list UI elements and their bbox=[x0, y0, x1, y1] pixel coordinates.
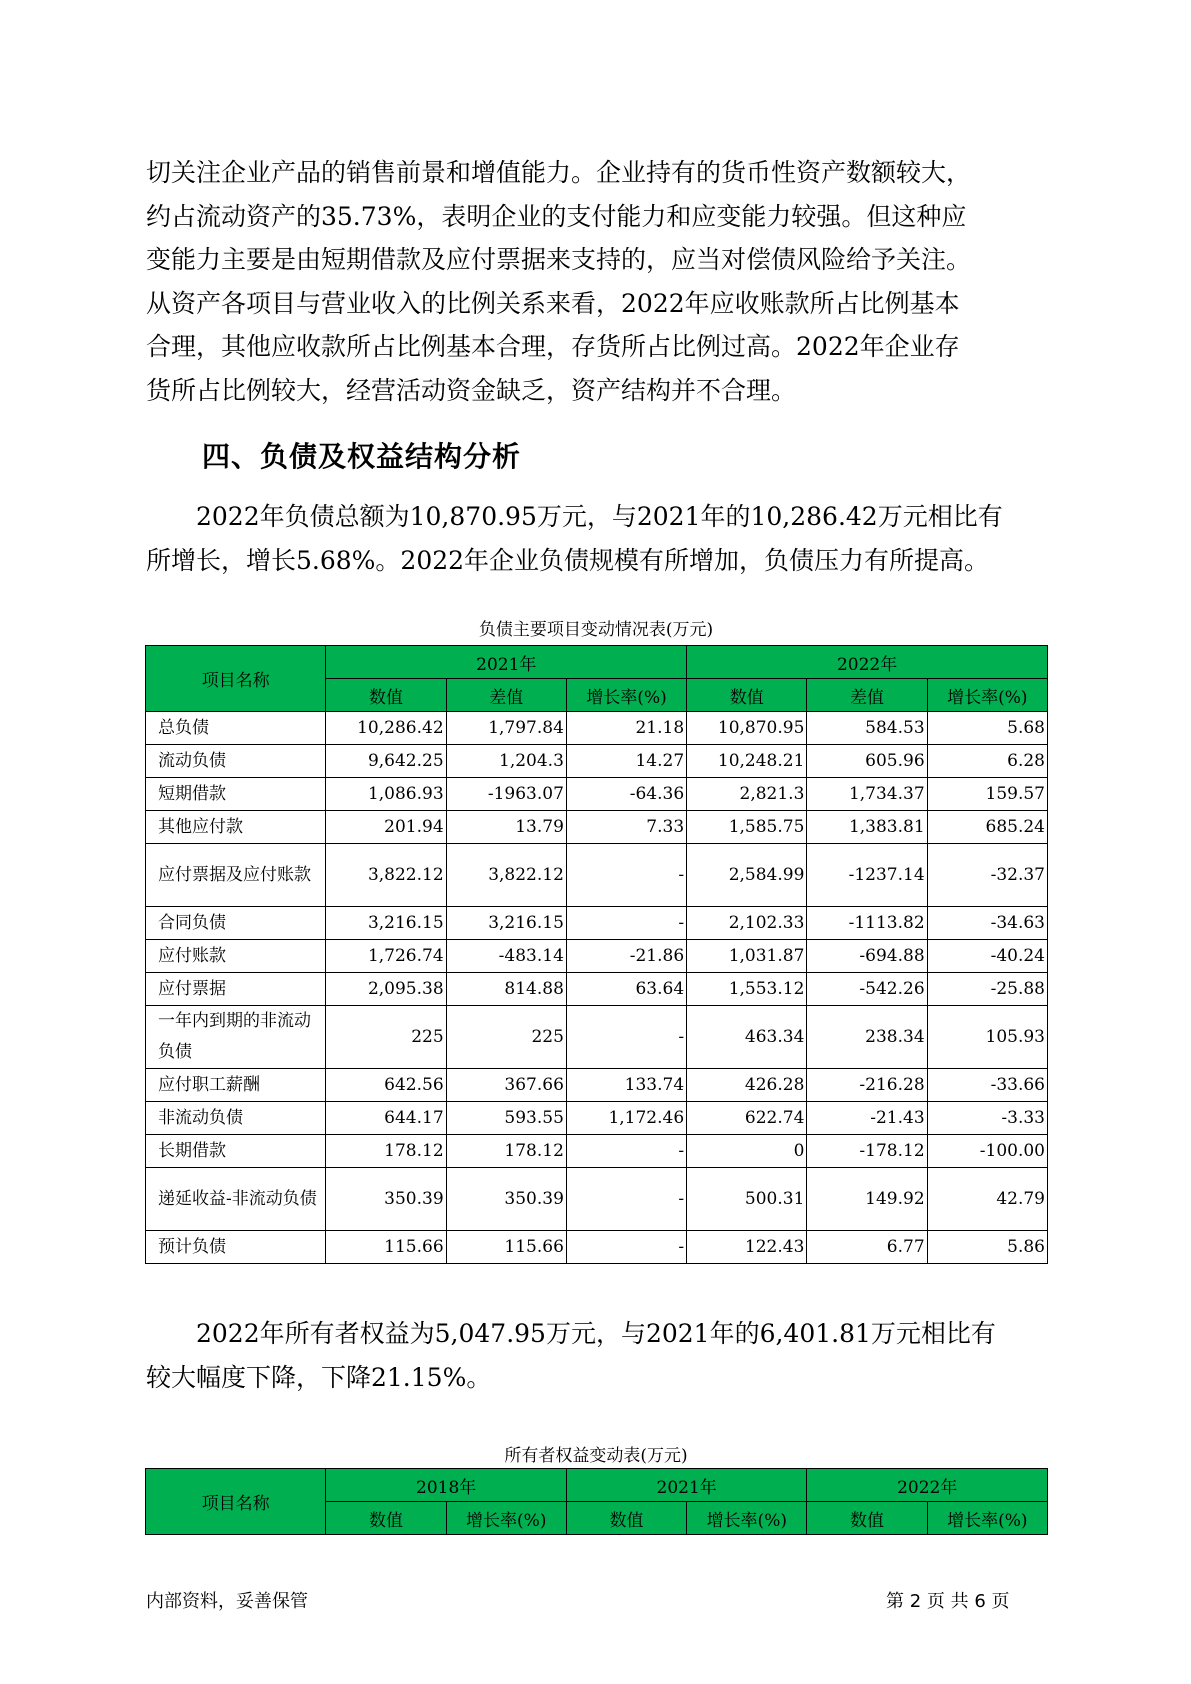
table-cell: 500.31 bbox=[687, 1168, 807, 1231]
table-cell: 42.79 bbox=[927, 1168, 1047, 1231]
table-row bbox=[146, 1135, 1048, 1168]
header-value: 数值 bbox=[687, 679, 807, 712]
table-cell: 584.53 bbox=[807, 712, 927, 745]
header-growth: 增长率(%) bbox=[687, 1502, 807, 1535]
text-line: 所增长，增长5.68%。2022年企业负债规模有所增加，负债压力有所提高。 bbox=[146, 545, 990, 575]
table-cell: -1237.14 bbox=[807, 844, 927, 907]
table-cell: -178.12 bbox=[807, 1135, 927, 1168]
header-growth: 增长率(%) bbox=[446, 1502, 566, 1535]
header-year: 2022年 bbox=[687, 646, 1048, 679]
table-cell: 2,821.3 bbox=[687, 778, 807, 811]
row-item-name: 应付票据 bbox=[146, 973, 326, 1006]
table-cell: 9,642.25 bbox=[326, 745, 446, 778]
table-caption: 负债主要项目变动情况表(万元) bbox=[478, 620, 714, 640]
paragraph-assets-analysis bbox=[146, 151, 1046, 412]
table-cell: - bbox=[566, 1006, 686, 1069]
header-value: 数值 bbox=[326, 679, 446, 712]
table-cell: 21.18 bbox=[566, 712, 686, 745]
table-cell: 105.93 bbox=[927, 1006, 1047, 1069]
table-cell: - bbox=[566, 1135, 686, 1168]
table-cell: 1,172.46 bbox=[566, 1102, 686, 1135]
row-item-name: 应付票据及应付账款 bbox=[146, 844, 326, 907]
text-line: 2022年负债总额为10,870.95万元，与2021年的10,286.42万元相比有 bbox=[146, 502, 1003, 531]
table-cell: - bbox=[566, 1231, 686, 1264]
header-year: 2022年 bbox=[807, 1469, 1048, 1502]
table-cell: -40.24 bbox=[927, 940, 1047, 973]
header-growth: 增长率(%) bbox=[927, 679, 1047, 712]
row-item-name: 其他应付款 bbox=[146, 811, 326, 844]
row-item-name: 流动负债 bbox=[146, 745, 326, 778]
table-cell: 426.28 bbox=[687, 1069, 807, 1102]
table-cell: 1,797.84 bbox=[446, 712, 566, 745]
header-item-name: 项目名称 bbox=[146, 646, 326, 712]
table-cell: -483.14 bbox=[446, 940, 566, 973]
row-item-name: 一年内到期的非流动负债 bbox=[146, 1006, 326, 1069]
header-diff: 差值 bbox=[807, 679, 927, 712]
table-row bbox=[146, 973, 1048, 1006]
table-cell: 0 bbox=[687, 1135, 807, 1168]
table-cell: - bbox=[566, 844, 686, 907]
table-cell: 2,102.33 bbox=[687, 907, 807, 940]
text-line: 合理，其他应收款所占比例基本合理，存货所占比例过高。2022年企业存 bbox=[146, 332, 960, 361]
table-cell: 178.12 bbox=[326, 1135, 446, 1168]
table-cell: 238.34 bbox=[807, 1006, 927, 1069]
footer-confidential-note: 内部资料，妥善保管 bbox=[146, 1591, 308, 1612]
table-cell: -3.33 bbox=[927, 1102, 1047, 1135]
row-item-name: 长期借款 bbox=[146, 1135, 326, 1168]
table-cell: 10,248.21 bbox=[687, 745, 807, 778]
header-value: 数值 bbox=[807, 1502, 927, 1535]
table-cell: 3,822.12 bbox=[446, 844, 566, 907]
row-item-name: 非流动负债 bbox=[146, 1102, 326, 1135]
table-cell: 178.12 bbox=[446, 1135, 566, 1168]
table-cell: 225 bbox=[446, 1006, 566, 1069]
table-cell: 463.34 bbox=[687, 1006, 807, 1069]
header-growth: 增长率(%) bbox=[566, 679, 686, 712]
table-cell: 1,726.74 bbox=[326, 940, 446, 973]
table-cell: 1,553.12 bbox=[687, 973, 807, 1006]
text-line: 2022年所有者权益为5,047.95万元，与2021年的6,401.81万元相比有 bbox=[146, 1319, 996, 1348]
text-line: 较大幅度下降，下降21.15%。 bbox=[146, 1362, 492, 1392]
table-cell: 115.66 bbox=[446, 1231, 566, 1264]
table-cell: 685.24 bbox=[927, 811, 1047, 844]
header-year: 2018年 bbox=[326, 1469, 567, 1502]
table-cell: 149.92 bbox=[807, 1168, 927, 1231]
table-cell: 115.66 bbox=[326, 1231, 446, 1264]
paragraph-equity bbox=[146, 1312, 1046, 1399]
table-cell: -1113.82 bbox=[807, 907, 927, 940]
table-cell: 2,584.99 bbox=[687, 844, 807, 907]
table-cell: 3,822.12 bbox=[326, 844, 446, 907]
row-item-name: 预计负债 bbox=[146, 1231, 326, 1264]
table-cell: 642.56 bbox=[326, 1069, 446, 1102]
table-cell: 10,286.42 bbox=[326, 712, 446, 745]
table-cell: -25.88 bbox=[927, 973, 1047, 1006]
table-cell: -64.36 bbox=[566, 778, 686, 811]
table-cell: - bbox=[566, 1168, 686, 1231]
table-cell: 1,585.75 bbox=[687, 811, 807, 844]
table-cell: 622.74 bbox=[687, 1102, 807, 1135]
table-row bbox=[146, 1069, 1048, 1102]
table-cell: - bbox=[566, 907, 686, 940]
table-row bbox=[146, 1231, 1048, 1264]
table-cell: 159.57 bbox=[927, 778, 1047, 811]
text-line: 约占流动资产的35.73%，表明企业的支付能力和应变能力较强。但这种应 bbox=[146, 201, 967, 231]
table-cell: 133.74 bbox=[566, 1069, 686, 1102]
table-cell: 1,734.37 bbox=[807, 778, 927, 811]
text-line: 切关注企业产品的销售前景和增值能力。企业持有的货币性资产数额较大， bbox=[146, 158, 972, 187]
table-cell: 367.66 bbox=[446, 1069, 566, 1102]
table-body bbox=[146, 712, 1048, 1264]
liabilities-table bbox=[145, 645, 1048, 1264]
row-item-name: 短期借款 bbox=[146, 778, 326, 811]
table-cell: 5.68 bbox=[927, 712, 1047, 745]
table-cell: -694.88 bbox=[807, 940, 927, 973]
header-year: 2021年 bbox=[566, 1469, 807, 1502]
text-line: 货所占比例较大，经营活动资金缺乏，资产结构并不合理。 bbox=[146, 375, 797, 405]
table-cell: 6.77 bbox=[807, 1231, 927, 1264]
table-row bbox=[146, 940, 1048, 973]
table-cell: 350.39 bbox=[326, 1168, 446, 1231]
table-cell: 644.17 bbox=[326, 1102, 446, 1135]
row-item-name: 应付账款 bbox=[146, 940, 326, 973]
table-cell: 1,031.87 bbox=[687, 940, 807, 973]
table-cell: 225 bbox=[326, 1006, 446, 1069]
header-value: 数值 bbox=[566, 1502, 686, 1535]
table-cell: -216.28 bbox=[807, 1069, 927, 1102]
table-cell: -1963.07 bbox=[446, 778, 566, 811]
header-diff: 差值 bbox=[446, 679, 566, 712]
table-cell: 10,870.95 bbox=[687, 712, 807, 745]
table-cell: 63.64 bbox=[566, 973, 686, 1006]
table-cell: 1,086.93 bbox=[326, 778, 446, 811]
table-cell: 2,095.38 bbox=[326, 973, 446, 1006]
table-cell: 13.79 bbox=[446, 811, 566, 844]
table-cell: 814.88 bbox=[446, 973, 566, 1006]
table-cell: 593.55 bbox=[446, 1102, 566, 1135]
table-cell: 3,216.15 bbox=[326, 907, 446, 940]
row-item-name: 递延收益-非流动负债 bbox=[146, 1168, 326, 1231]
table-cell: -33.66 bbox=[927, 1069, 1047, 1102]
table-cell: -100.00 bbox=[927, 1135, 1047, 1168]
table-row bbox=[146, 1102, 1048, 1135]
table-cell: -21.43 bbox=[807, 1102, 927, 1135]
table-cell: 7.33 bbox=[566, 811, 686, 844]
table-row bbox=[146, 778, 1048, 811]
table-cell: -34.63 bbox=[927, 907, 1047, 940]
table-row bbox=[146, 1168, 1048, 1231]
table-row bbox=[146, 1006, 1048, 1069]
table-cell: 3,216.15 bbox=[446, 907, 566, 940]
table-cell: 201.94 bbox=[326, 811, 446, 844]
text-line: 变能力主要是由短期借款及应付票据来支持的，应当对偿债风险给予关注。 bbox=[146, 245, 972, 274]
header-growth: 增长率(%) bbox=[927, 1502, 1047, 1535]
text-line: 从资产各项目与营业收入的比例关系来看，2022年应收账款所占比例基本 bbox=[146, 288, 960, 318]
section-heading: 四、负债及权益结构分析 bbox=[202, 440, 522, 473]
table-cell: -542.26 bbox=[807, 973, 927, 1006]
header-value: 数值 bbox=[326, 1502, 446, 1535]
table-cell: 350.39 bbox=[446, 1168, 566, 1231]
row-item-name: 合同负债 bbox=[146, 907, 326, 940]
table-cell: 6.28 bbox=[927, 745, 1047, 778]
header-item-name: 项目名称 bbox=[146, 1469, 326, 1535]
paragraph-liabilities bbox=[146, 495, 1046, 582]
table-cell: 14.27 bbox=[566, 745, 686, 778]
table-row bbox=[146, 712, 1048, 745]
table-row bbox=[146, 811, 1048, 844]
table-cell: 1,204.3 bbox=[446, 745, 566, 778]
row-item-name: 应付职工薪酬 bbox=[146, 1069, 326, 1102]
table-row bbox=[146, 745, 1048, 778]
table-cell: 605.96 bbox=[807, 745, 927, 778]
table-cell: 1,383.81 bbox=[807, 811, 927, 844]
table-cell: 122.43 bbox=[687, 1231, 807, 1264]
table-cell: 5.86 bbox=[927, 1231, 1047, 1264]
table-cell: -32.37 bbox=[927, 844, 1047, 907]
table-row bbox=[146, 907, 1048, 940]
row-item-name: 总负债 bbox=[146, 712, 326, 745]
header-year: 2021年 bbox=[326, 646, 687, 679]
table-caption: 所有者权益变动表(万元) bbox=[504, 1446, 688, 1466]
table-cell: -21.86 bbox=[566, 940, 686, 973]
equity-table bbox=[145, 1468, 1048, 1535]
table-row bbox=[146, 844, 1048, 907]
footer-page-number: 第 2 页 共 6 页 bbox=[886, 1591, 1010, 1612]
